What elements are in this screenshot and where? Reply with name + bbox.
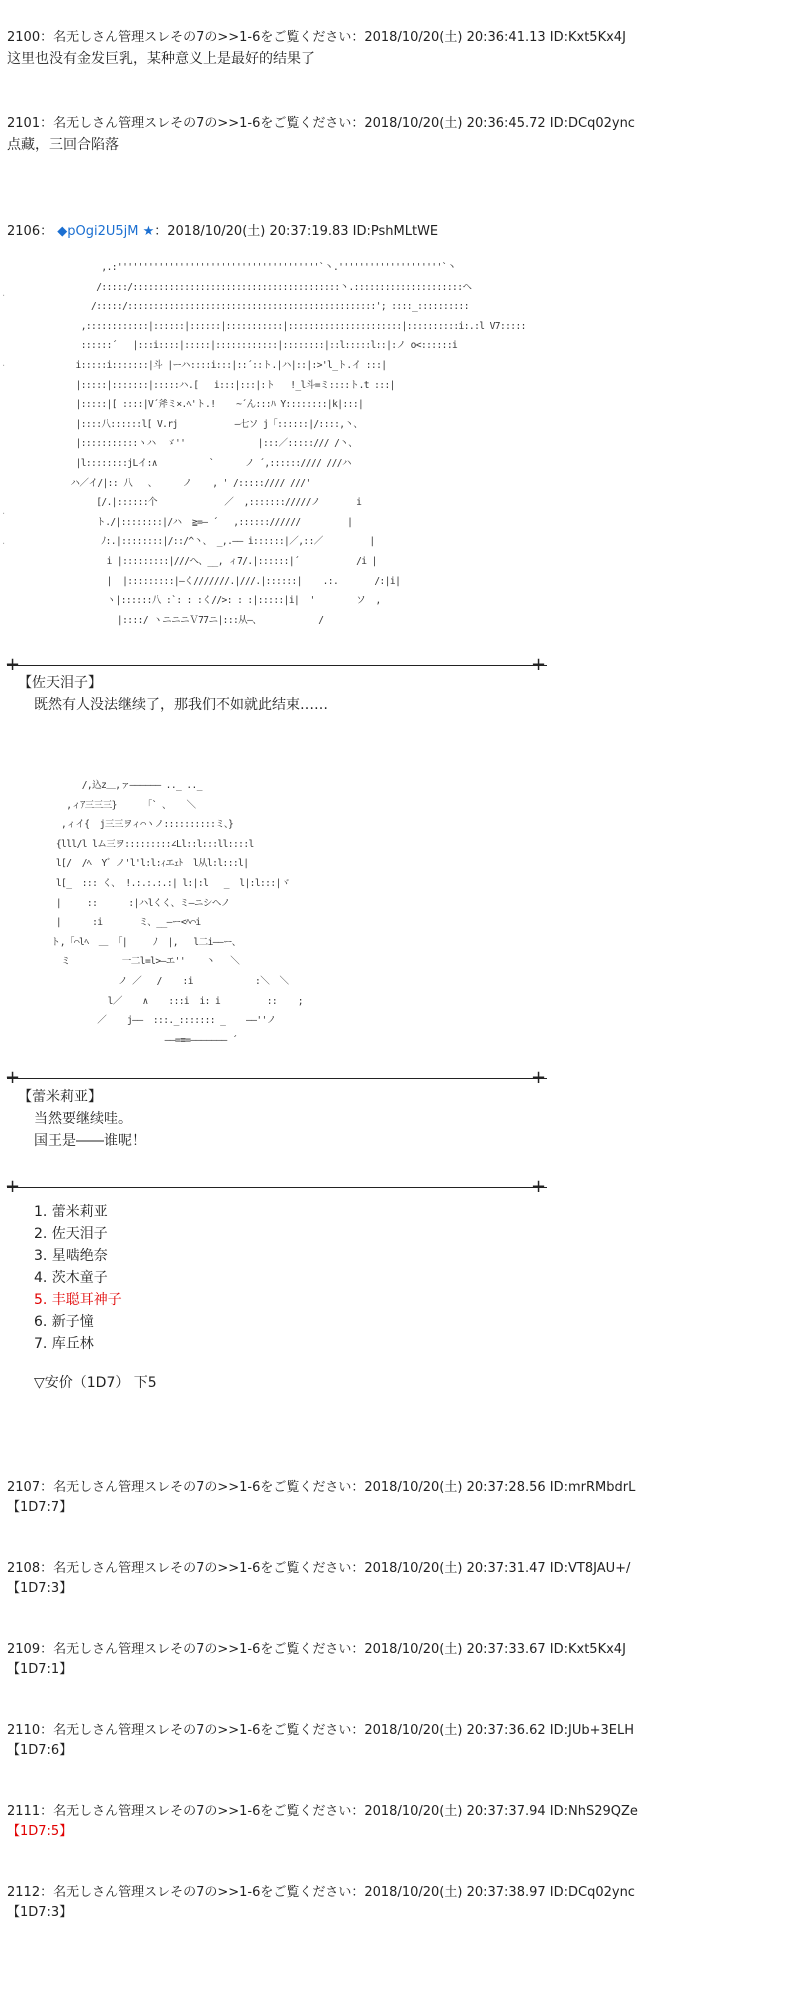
separator-line [7, 665, 547, 666]
post-header: 2100：名无しさん管理スレその7の>>1-6をご覧ください：2018/10/20(土) 20:36:41.13 ID:Kxt5Kx4J [7, 30, 626, 45]
choice-item: 4. 茨木童子 [34, 1270, 108, 1286]
reply-post [7, 1883, 635, 1923]
ascii-art-line: |::::/ ヽニニニＶ77ニ|:::从‒、 / [60, 614, 324, 626]
ascii-art-line: ‒‒=≡=‒‒‒‒‒‒‒ ´ [30, 1034, 238, 1046]
choice-item: 2. 佐天泪子 [34, 1226, 108, 1242]
dice-result: 【1D7:5】 [7, 1824, 73, 1839]
ascii-art-line: ト,「⌒lﾍ ＿ 「| ﾉ |, l二i‒‒ー、 [30, 936, 241, 948]
dialogue-line: 既然有人没法继续了，那我们不如就此结束…… [34, 697, 328, 713]
ascii-art-line: | |:::::::::|‒く///////.|///.|::::::| .:. /:|i| [60, 575, 401, 587]
ascii-art-line: ／ j‒‒ :::._::::::: _ ‒‒''ノ [30, 1015, 276, 1027]
speaker-name: 【蕾米莉亚】 [18, 1089, 102, 1105]
speaker-name: 【佐天泪子】 [18, 675, 102, 691]
ascii-art-line: | :i ミ、__‒ー<ﾍ⌒i [30, 917, 201, 929]
ascii-art-line: |:::::|[ ::::|V´斧ミ×.ﾍ'ト.! ~´ん:::ﾊ Y::::::::|k|:::| [60, 399, 364, 411]
dice-result: 【1D7:6】 [7, 1743, 73, 1758]
ascii-art-line: ヽ|::::::八 :`: : :く//>: : :|:::::|i| ' ソ , [60, 595, 381, 607]
post-header: 2101：名无しさん管理スレその7の>>1-6をご覧ください：2018/10/20(土) 20:36:45.72 ID:DCq02ync [7, 116, 635, 131]
ascii-art-line: ,.:'''''''''''''''''''''''''''''''''''''''`丶.''''''''''''''''''''`丶 [60, 262, 456, 273]
ascii-art-remilia [30, 776, 303, 1050]
ascii-art-line: ノ ／ / :i :＼ ＼ [30, 975, 289, 987]
post-header: 2112：名无しさん管理スレその7の>>1-6をご覧ください：2018/10/20(土) 20:37:38.97 ID:DCq02ync [7, 1885, 635, 1900]
margin-dot: . [2, 506, 6, 517]
dialogue-line: 当然要继续哇。 [34, 1111, 132, 1127]
reply-post [7, 1559, 630, 1599]
ascii-art-line: i:::::i:::::::|斗 |ーハ::::i:::|::´::ト.|ハ|::|:>'l_ト.イ :::| [60, 359, 387, 371]
reply-post [7, 1640, 626, 1680]
ascii-art-line: l[/ /ﾍ Y゛ノ'l'l:l:ｨエｪﾄ l从l:l:::l| [30, 858, 249, 870]
ascii-art-line: ト./|::::::::|/ハ ≧=‒ ´ ,::::::////// | [60, 516, 353, 528]
reply-post [7, 1802, 638, 1842]
separator-plus-right: + [531, 1176, 547, 1197]
post-body: 这里也没有金发巨乳，某种意义上是最好的结果了 [7, 51, 315, 67]
post-header: 2111：名无しさん管理スレその7の>>1-6をご覧ください：2018/10/20(土) 20:37:37.94 ID:NhS29QZe [7, 1804, 638, 1819]
choice-item: 6. 新子憧 [34, 1314, 94, 1330]
margin-dot: . [2, 358, 6, 369]
reply-post [7, 1721, 634, 1761]
choice-item: 7. 库丘林 [34, 1336, 94, 1352]
separator-plus-right: + [531, 654, 547, 675]
post-meta: ：2018/10/20(土) 20:37:19.83 ID:PshMLtWE [154, 224, 439, 239]
tripcode-link[interactable]: ◆pOgi2U5jM [57, 224, 139, 239]
dice-result: 【1D7:3】 [7, 1905, 73, 1920]
ascii-art-line: |:::::::::::ヽハ ゞ'' |:::／:::::/// /丶、 [60, 438, 358, 450]
separator-line [7, 1187, 547, 1188]
choice-item: 3. 星啮绝奈 [34, 1248, 108, 1264]
anchor-instruction: ▽安价（1D7） 下5 [34, 1375, 157, 1391]
dice-result: 【1D7:3】 [7, 1581, 73, 1596]
ascii-art-line: l／ ∧ :::i i: i :: ; [30, 995, 303, 1007]
separator-plus-left: + [5, 654, 21, 675]
ascii-art-line: ミ 一二l=l>‒エ'' 丶 ＼ [30, 956, 240, 968]
post-number: 2106： [7, 224, 54, 239]
separator-plus-left: + [5, 1067, 21, 1088]
ascii-art-saten [60, 258, 526, 630]
ascii-art-line: ,ィｱ三三三} 「` 、 ＼ [30, 799, 196, 811]
ascii-art-line: {lll/l lム三ヲ:::::::::∠Ll::l:::ll::::l [30, 838, 254, 850]
ascii-art-line: /:::::/::::::::::::::::::::::::::::::::::::::::::::::::'; ::::_:::::::::: [60, 301, 469, 313]
post-header: 2110：名无しさん管理スレその7の>>1-6をご覧ください：2018/10/20(土) 20:37:36.62 ID:JUb+3ELH [7, 1723, 634, 1738]
ascii-art-line: |:::::|:::::::|:::::ハ.[ i:::|:::|:ト !_l斗=ミ::::ト.t :::| [60, 379, 395, 391]
ascii-art-line: ,ィイ{ j三三ヲィ⌒ヽノ::::::::::ミ、} [30, 819, 234, 831]
separator-plus-right: + [531, 1067, 547, 1088]
post-header: 2108：名无しさん管理スレその7の>>1-6をご覧ください：2018/10/20(土) 20:37:31.47 ID:VT8JAU+/ [7, 1561, 631, 1576]
ascii-art-line: |::::八::::::l[ V.rj ‒七ソ j「::::::|/::::,丶、 [60, 418, 363, 430]
ascii-art-line: ハ／イ/|:: 八 、 ノ , ' /::::://// ///' [60, 477, 311, 489]
ascii-art-line: /:::::/::::::::::::::::::::::::::::::::::::::::丶.:::::::::::::::::::::ヘ [60, 281, 472, 293]
dialogue-line: 国王是――谁呢！ [34, 1133, 146, 1149]
post-2101 [7, 114, 635, 156]
ascii-art-line: ﾉ:.|::::::::|/::/^丶、 _,.‒‒ i::::::|／,::／ | [60, 536, 375, 548]
dice-result: 【1D7:1】 [7, 1662, 73, 1677]
choice-item: 1. 蕾米莉亚 [34, 1204, 108, 1220]
margin-dot: . [2, 288, 6, 299]
choice-item: 5. 丰聪耳神子 [34, 1292, 122, 1308]
ascii-art-line: l[_ ::: く、 !.:.:.:.:| l:|:l _ l|:l:::|ヾ [30, 877, 290, 889]
post-header: 2109：名无しさん管理スレその7の>>1-6をご覧ください：2018/10/20(土) 20:37:33.67 ID:Kxt5Kx4J [7, 1642, 626, 1657]
post-header: 2107：名无しさん管理スレその7の>>1-6をご覧ください：2018/10/20(土) 20:37:28.56 ID:mrRMbdrL [7, 1480, 636, 1495]
post-2100 [7, 28, 626, 70]
dice-result: 【1D7:7】 [7, 1500, 73, 1515]
separator-plus-left: + [5, 1176, 21, 1197]
star-icon: ★ [142, 224, 155, 239]
ascii-art-line: [/.|::::::个 ／ ,::::::://///ノ i [60, 497, 362, 509]
post-2106-header [7, 222, 438, 242]
margin-dot: . [2, 536, 6, 547]
ascii-art-line: ::::::´ |:::i::::|:::::|::::::::::::|::::::::|::l:::::l::|:ノ o<::::::i [60, 340, 458, 352]
ascii-art-line: i |:::::::::|///へ、__, ィ7/.|::::::|´ /i | [60, 555, 377, 567]
ascii-art-line: ,::::::::::::|::::::|::::::|:::::::::::|::::::::::::::::::::::|::::::::::i:.:l V7::::: [60, 320, 526, 332]
post-body: 点藏，三回合陷落 [7, 137, 119, 153]
reply-post [7, 1478, 635, 1518]
ascii-art-line: /,込z＿,ァ‒‒‒‒‒‒ .._ .._ [30, 780, 202, 791]
ascii-art-line: |l::::::::jLイ:∧ ` ノ ´,:::::://// ///ハ [60, 457, 351, 469]
ascii-art-line: | :: :|ハlくく、ミ‒ニシヘノ [30, 897, 230, 909]
separator-line [7, 1078, 547, 1079]
